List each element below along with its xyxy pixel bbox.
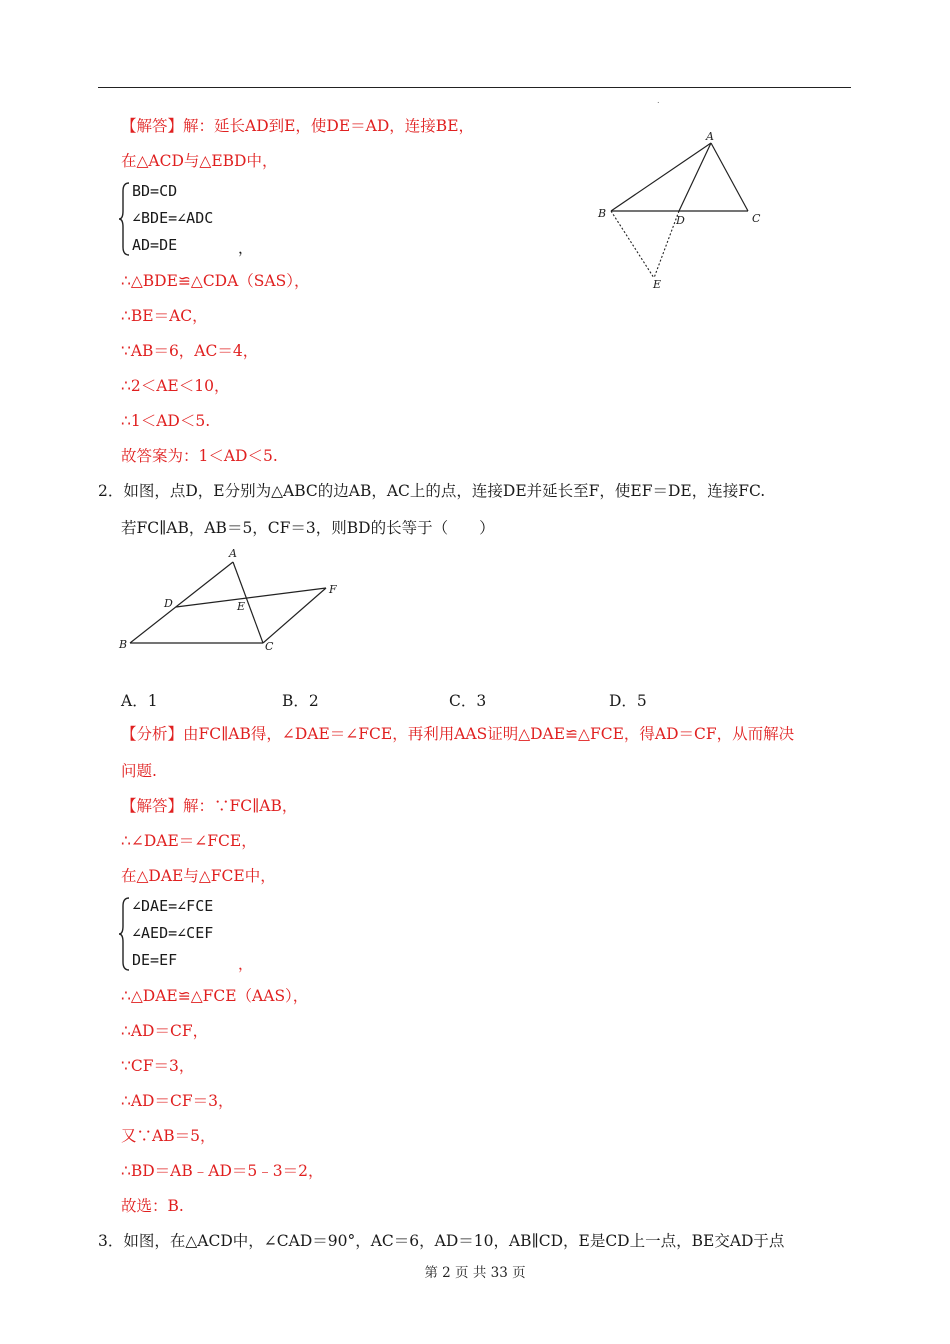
q1-solution-line: 在△ACD与△EBD中， — [121, 152, 278, 170]
system-eq: ∠AED=∠CEF — [132, 924, 214, 942]
q2-option-a[interactable]: A．1 — [121, 692, 158, 710]
q1-system — [132, 178, 213, 259]
q2-option-b[interactable]: B．2 — [282, 692, 319, 710]
header-mark: . — [657, 96, 660, 105]
q2-solution-line: 【解答】解：∵FC∥AB， — [121, 797, 298, 815]
system-eq: ∠DAE=∠FCE — [132, 897, 214, 915]
q1-system-brace — [118, 181, 132, 257]
label-d: D — [676, 214, 685, 227]
label-a: A — [706, 130, 714, 143]
label-a: A — [229, 547, 237, 560]
q2-option-d[interactable]: D．5 — [609, 692, 647, 710]
q2-analysis-line2: 问题. — [121, 762, 157, 780]
q1-step: ∵AB＝6，AC＝4， — [121, 342, 259, 360]
q1-step: ∴2＜AE＜10， — [121, 377, 230, 395]
label-c: C — [265, 640, 274, 653]
q3-number: 3． — [98, 1232, 124, 1250]
q3-stem-line1 — [98, 1231, 784, 1251]
q1-step: ∴△BDE≌△CDA（SAS）， — [121, 272, 310, 290]
q2-stem-line1 — [98, 481, 765, 501]
label-f: F — [329, 583, 337, 596]
system-eq: BD=CD — [132, 182, 178, 200]
q2-system — [132, 893, 213, 974]
q2-solution-line: ∴∠DAE＝∠FCE， — [121, 832, 257, 850]
label-e: E — [237, 600, 246, 613]
q1-step: ∴1＜AD＜5. — [121, 412, 211, 430]
q1-figure — [590, 125, 770, 295]
q2-step: 又∵AB＝5， — [121, 1127, 216, 1145]
system-eq: AD=DE — [132, 236, 178, 254]
header-rule — [98, 87, 851, 88]
system-eq: DE=EF — [132, 951, 178, 969]
q2-number: 2． — [98, 482, 124, 500]
q2-step: ∴△DAE≌△FCE（AAS）， — [121, 987, 309, 1005]
q2-stem-line2: 若FC∥AB，AB＝5，CF＝3，则BD的长等于（ ） — [121, 519, 495, 537]
q2-system-brace — [118, 896, 132, 972]
label-e: E — [653, 278, 662, 291]
q2-option-c[interactable]: C．3 — [449, 692, 487, 710]
q2-analysis-line1: 【分析】由FC∥AB得，∠DAE＝∠FCE，再利用AAS证明△DAE≌△FCE，得AD＝CF，从而解决 — [121, 725, 795, 743]
label-b: B — [119, 638, 128, 651]
q2-system-comma: ， — [238, 955, 254, 973]
q2-solution-line: 在△DAE与△FCE中， — [121, 867, 276, 885]
label-d: D — [164, 597, 173, 610]
q1-system-comma: ， — [238, 239, 254, 257]
q1-step: ∴BE＝AC， — [121, 307, 208, 325]
page-footer: 第 2 页 共 33 页 — [424, 1265, 526, 1281]
q1-solution-line: 【解答】解：延长AD到E，使DE＝AD，连接BE， — [121, 117, 475, 135]
q2-step: ∴BD＝AB﹣AD＝5﹣3＝2， — [121, 1162, 324, 1180]
q1-answer: 故答案为：1＜AD＜5. — [121, 447, 278, 465]
q2-figure — [115, 545, 345, 660]
label-c: C — [752, 212, 761, 225]
q2-step: ∴AD＝CF， — [121, 1022, 209, 1040]
label-b: B — [598, 207, 607, 220]
q2-step: ∵CF＝3， — [121, 1057, 195, 1075]
q2-step: ∴AD＝CF＝3， — [121, 1092, 234, 1110]
system-eq: ∠BDE=∠ADC — [132, 209, 214, 227]
q2-stem-text: 如图，点D，E分别为△ABC的边AB，AC上的点，连接DE并延长至F，使EF＝DE，连接FC. — [123, 482, 766, 500]
q2-answer: 故选：B. — [121, 1197, 184, 1215]
q3-stem-text: 如图，在△ACD中，∠CAD＝90°，AC＝6，AD＝10，AB∥CD，E是CD上一点，BE交AD于点 — [123, 1232, 785, 1250]
